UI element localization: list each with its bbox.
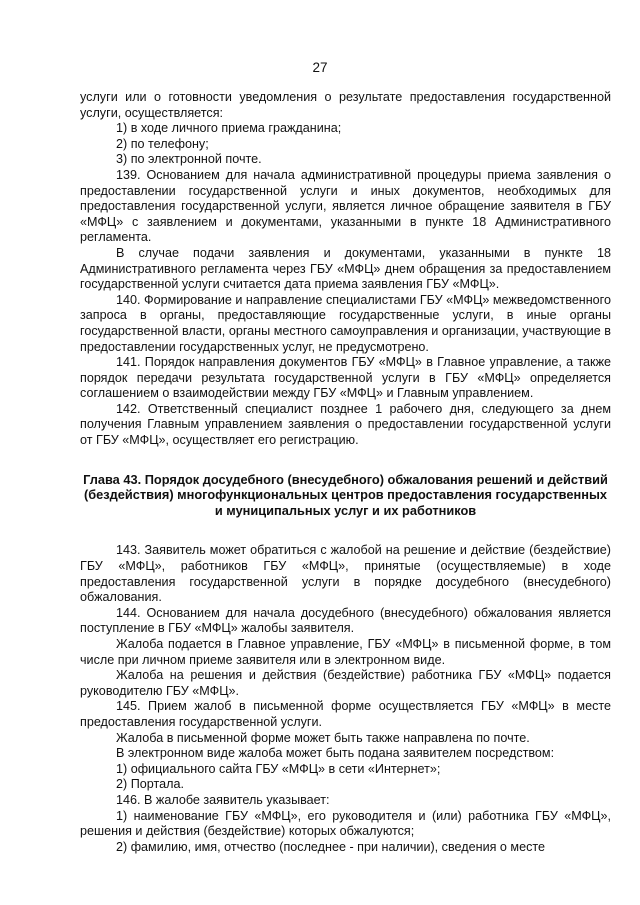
paragraph: 144. Основанием для начала досудебного (внесудебного) обжалования является поступление в ГБУ «МФЦ» жалобы заявителя. [80, 605, 611, 636]
paragraph: Жалоба подается в Главное управление, ГБУ «МФЦ» в письменной форме, в том числе при личном приеме заявителя или в электронном виде. [80, 637, 611, 667]
list-item: 1) в ходе личного приема гражданина; [116, 121, 342, 136]
paragraphs-after-chapter [80, 543, 611, 855]
paragraph: 145. Прием жалоб в письменной форме осуществляется ГБУ «МФЦ» в месте предоставления государственной услуги. [80, 699, 611, 729]
paragraph: В случае подачи заявления и документами, указанными в пункте 18 Административного регламента через ГБУ «МФЦ» днем обращения за предоставлением государственной услуги считается дата приема заявления ГБУ «МФЦ». [80, 245, 611, 292]
list-item: 3) по электронной почте. [116, 152, 262, 167]
paragraph: 142. Ответственный специалист позднее 1 рабочего дня, следующего за днем получения Главным управлением заявления о предоставлении государственной услуги от ГБУ «МФЦ», осуществляет его регистрацию. [80, 401, 611, 448]
paragraphs-before-chapter [80, 90, 611, 449]
list-item: 1) официального сайта ГБУ «МФЦ» в сети «Интернет»; [116, 761, 441, 776]
paragraph: услуги или о готовности уведомления о результате предоставления государственной услуги, осуществляется: [80, 90, 611, 120]
paragraph: В электронном виде жалоба может быть подана заявителем посредством: [116, 746, 555, 761]
paragraph: 143. Заявитель может обратиться с жалобой на решение и действие (бездействие) ГБУ «МФЦ», работников ГБУ «МФЦ», принятые (осуществляемые) в ходе предоставления государственной услуги в порядке досудебного (внесудебного) обжалования. [80, 543, 611, 605]
paragraph: 1) наименование ГБУ «МФЦ», его руководителя и (или) работника ГБУ «МФЦ», решения и действия (бездействие) которых обжалуются; [80, 808, 611, 839]
paragraph: Жалоба в письменной форме может быть также направлена по почте. [116, 730, 530, 745]
paragraph: 2) фамилию, имя, отчество (последнее - при наличии), сведения о месте [116, 839, 546, 854]
paragraph: Жалоба на решения и действия (бездействие) работника ГБУ «МФЦ» подается руководителю ГБУ «МФЦ». [80, 668, 611, 698]
paragraph: 140. Формирование и направление специалистами ГБУ «МФЦ» межведомственного запроса в органы, предоставляющие государственные услуги, в иные органы государственной власти, органы местного самоуправления и организации, участвующие в предоставлении государственных услуг, не предусмотрено. [80, 292, 611, 354]
chapter-title: Глава 43. Порядок досудебного (внесудебного) обжалования решений и действий (бездействия) многофункциональных центров предоставления государственных и муниципальных услуг и их работников [83, 471, 608, 518]
paragraph: 141. Порядок направления документов ГБУ «МФЦ» в Главное управление, а также порядок передачи результата государственной услуги в ГБУ «МФЦ» определяется соглашением о взаимодействии между ГБУ «МФЦ» и Главным управлением. [80, 355, 611, 401]
list-item: 2) по телефону; [116, 136, 209, 151]
list-item: 2) Портала. [116, 777, 184, 792]
paragraph: 139. Основанием для начала административной процедуры приема заявления о предоставлении государственной услуги и иных документов, необходимых для предоставления государственной услуги, является личное обращение заявителя в ГБУ «МФЦ» с заявлением и документами, указанными в пункте 18 Административного регламента. [80, 167, 611, 245]
document-body [80, 90, 611, 855]
list-item: 146. В жалобе заявитель указывает: [116, 792, 330, 807]
page-number: 27 [312, 60, 328, 75]
